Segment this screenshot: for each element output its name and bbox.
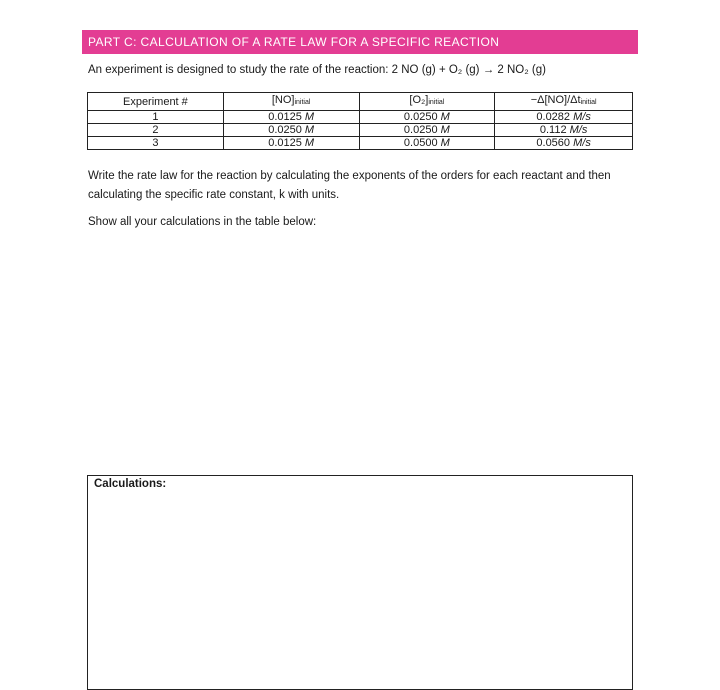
header-rate: $-\Delta[NO]/\Delta t_{initial}$ bbox=[495, 93, 633, 111]
cell-rate: 0.0560 M/s bbox=[495, 137, 633, 150]
section-title: PART C: CALCULATION OF A RATE LAW FOR A SPECIFIC REACTION bbox=[88, 35, 500, 49]
cell-rate: 0.112 M/s bbox=[495, 124, 633, 137]
cell-o2: 0.0250 M bbox=[359, 124, 495, 137]
cell-experiment: 3 bbox=[88, 137, 224, 150]
cell-no: 0.0250 M bbox=[223, 124, 359, 137]
table-row bbox=[88, 137, 633, 150]
header-experiment: Experiment # bbox=[88, 93, 224, 111]
header-no-concentration: $[NO]_{initial}$ bbox=[223, 93, 359, 111]
cell-no: 0.0125 M bbox=[223, 137, 359, 150]
reaction-equation: 2 NO (g) + O₂ (g) → 2 NO₂ (g) bbox=[391, 64, 546, 76]
intro-text: An experiment is designed to study the rate of the reaction: bbox=[88, 64, 392, 76]
table-header-row bbox=[88, 93, 633, 111]
section-title-banner bbox=[82, 30, 638, 54]
cell-experiment: 1 bbox=[88, 111, 224, 124]
calculations-box[interactable] bbox=[87, 475, 633, 690]
cell-experiment: 2 bbox=[88, 124, 224, 137]
cell-no: 0.0125 M bbox=[223, 111, 359, 124]
table-row bbox=[88, 124, 633, 137]
header-o2-concentration: $[O_2]_{initial}$ bbox=[359, 93, 495, 111]
rate-data-table bbox=[87, 92, 633, 150]
cell-rate: 0.0282 M/s bbox=[495, 111, 633, 124]
instructions-paragraph: Write the rate law for the reaction by calculating the exponents of the orders for each reactant and then calculating the specific rate constant, k with units. bbox=[88, 170, 611, 201]
show-work-prompt: Show all your calculations in the table below: bbox=[88, 216, 317, 228]
cell-o2: 0.0250 M bbox=[359, 111, 495, 124]
cell-o2: 0.0500 M bbox=[359, 137, 495, 150]
calculations-label: Calculations: bbox=[94, 478, 167, 490]
intro-line bbox=[88, 64, 546, 76]
table-row bbox=[88, 111, 633, 124]
